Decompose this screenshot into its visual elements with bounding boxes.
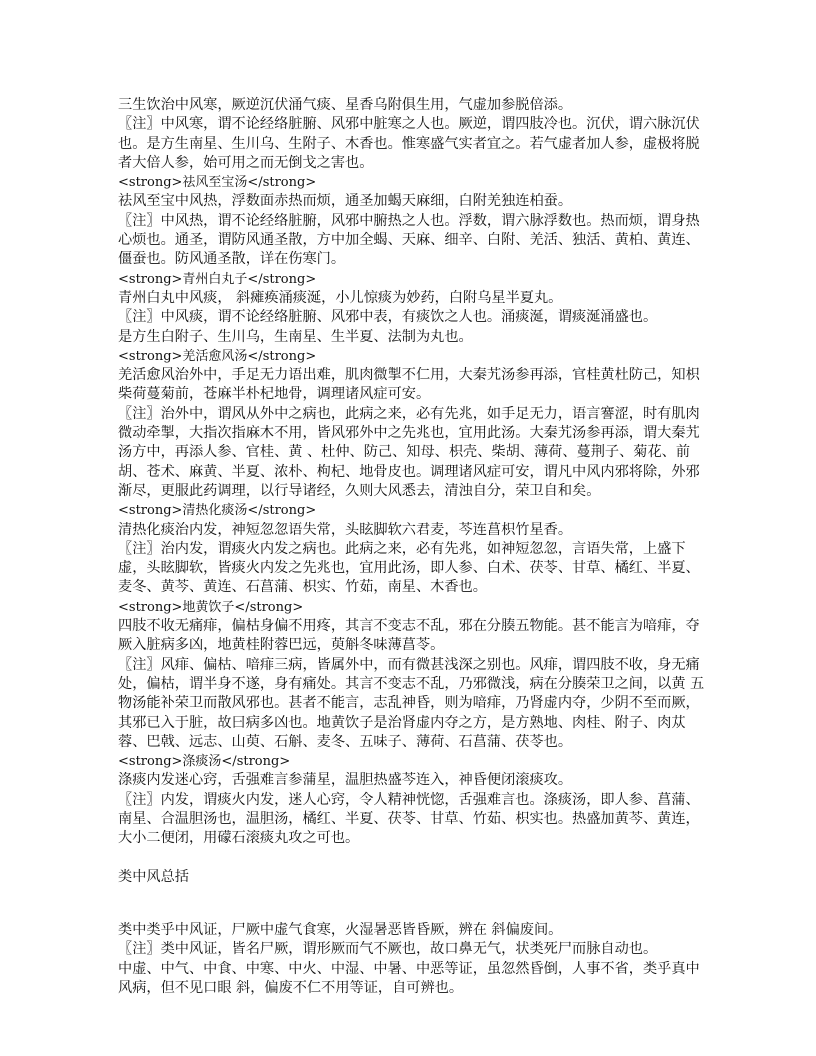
heading-qingre-huatan: <strong>清热化痰汤</strong> [118,503,317,519]
verse-qingzhou-baiwan: 青州白丸中风痰， 斜瘫痪涌痰涎，小儿惊痰为妙药，白附乌星半夏丸。 [118,289,563,306]
verse-qingre-huatan: 清热化痰治内发，神短忽忽语失常，头眩脚软六君麦，芩连菖枳竹星香。 [118,521,573,538]
verse-qufeng-zhibao: 祛风至宝中风热，浮数面赤热而烦，通圣加蝎天麻细，白附羌独连柏蚕。 [118,193,573,210]
note-qianghuo-yufeng: 〖注〗治外中，谓风从外中之病也，此病之来，必有先兆，如手足无力，语言謇涩，时有肌肉微动牵掣，大指次指麻木不用，皆风邪外中之先兆也，宜用此汤。大秦艽汤参再添，谓大秦艽汤方中，再添人参、官桂、黄 、杜仲、防己、知母、枳壳、柴胡、薄荷、蔓荆子、菊花、前胡、苍术、麻黄、半夏、浓朴、枸杞、地骨皮也。调理诸风症可安，谓凡中风内邪将除，外邪渐尽，更服此药调理，以行导诸经，久则大风悉去，清浊自分，荣卫自和矣。 [118,405,700,499]
note-qingzhou-baiwan: 〖注〗中风痰，谓不论经络脏腑、风邪中表，有痰饮之人也。涌痰涎，谓痰涎涌盛也。 [118,309,658,326]
verse-sansheng: 三生饮治中风寒，厥逆沉伏涌气痰、星香乌附俱生用，气虚加参脱倍添。 [118,97,573,113]
note-sansheng: 〖注〗中风寒，谓不论经络脏腑、风邪中脏寒之人也。厥逆，谓四肢冷也。沉伏，谓六脉沉伏也。是方生南星、生川乌、生附子、木香也。惟寒盛气实者宜之。若气虚者加人参，虚极将脱者大倍人参，始可用之而无倒戈之害也。 [118,116,700,171]
summary-detail: 中虚、中气、中食、中寒、中火、中湿、中暑、中恶等证，虽忽然昏倒，人事不省，类乎真中风病，但不见口眼 斜，偏废不仁不用等证，自可辨也。 [118,960,700,997]
verse-qianghuo-yufeng: 羌活愈风治外中，手足无力语出难，肌肉微掣不仁用，大秦艽汤参再添，官桂黄杜防己，知枳柴荷蔓菊前，苍麻半朴杞地骨，调理诸风症可安。 [118,367,700,403]
summary-note: 〖注〗类中风证，皆名尸厥，谓形厥而气不厥也，故口鼻无气，状类死尸而脉自动也。 [118,941,658,958]
note-dihuang-yinzi: 〖注〗风痱、偏枯、喑痱三病，皆属外中，而有微甚浅深之别也。风痱，谓四肢不收，身无痛处，偏枯，谓半身不遂，身有痛处。其言不变志不乱，乃邪微浅，病在分腠荣卫之间，以黄 五物汤能补荣卫而散风邪也。甚者不能言，志乱神昏，则为喑痱，乃肾虚内夺，少阴不至而厥，其邪已入于脏，故曰病多凶也。地黄饮子是治肾虚内夺之方，是方熟地、肉桂、附子、肉苁蓉、巴戟、远志、山萸、石斛、麦冬、五味子、薄荷、石菖蒲、茯苓也。 [118,656,705,750]
note-ditan: 〖注〗内发，谓痰火内发，迷人心窍，令人精神恍惚，舌强难言也。涤痰汤，即人参、菖蒲、南星、合温胆汤也，温胆汤，橘红、半夏、茯苓、甘草、竹茹、枳实也。热盛加黄芩、黄连，大小二便闭，用礞石滚痰丸攻之可也。 [118,791,700,847]
blank-gap [118,887,708,921]
heading-qufeng-zhibao: <strong>祛风至宝汤</strong> [118,175,317,191]
heading-ditan: <strong>涤痰汤</strong> [118,754,291,770]
document-page [118,96,708,998]
summary-verse: 类中类乎中风证，尸厥中虚气食寒，火湿暑恶皆昏厥，辨在 斜偏废间。 [118,922,563,939]
blank-line [118,849,708,868]
note-qingzhou-baiwan-2: 是方生白附子、生川乌，生南星、生半夏、法制为丸也。 [118,328,473,345]
heading-qianghuo-yufeng: <strong>羌活愈风汤</strong> [118,348,317,364]
heading-qingzhou-baiwan: <strong>青州白丸子</strong> [118,271,317,287]
summary-title: 类中风总括 [118,868,189,885]
heading-dihuang-yinzi: <strong>地黄饮子</strong> [118,599,304,615]
verse-dihuang-yinzi: 四肢不收无痛痱，偏枯身偏不用疼，其言不变志不乱，邪在分腠五物能。甚不能言为喑痱，夺厥入脏病多凶，地黄桂附蓉巴远，萸斛冬味薄菖苓。 [118,618,700,654]
note-qufeng-zhibao: 〖注〗中风热，谓不论经络脏腑，风邪中腑热之人也。浮数，谓六脉浮数也。热而烦，谓身热心烦也。通圣，谓防风通圣散，方中加全蝎、天麻、细辛、白附、羌活、独活、黄柏、黄连、僵蚕也。防风通圣散，详在伤寒门。 [118,212,700,268]
verse-ditan: 涤痰内发迷心窍，舌强难言参蒲星，温胆热盛芩连入，神昏便闭滚痰攻。 [118,772,573,789]
note-qingre-huatan: 〖注〗治内发，谓痰火内发之病也。此病之来，必有先兆，如神短忽忽，言语失常，上盛下虚，头眩脚软，皆痰火内发之先兆也，宜用此汤，即人参、白术、茯苓、甘草、橘红、半夏、麦冬、黄芩、黄连、石菖蒲、枳实、竹茹，南星、木香也。 [118,540,700,596]
